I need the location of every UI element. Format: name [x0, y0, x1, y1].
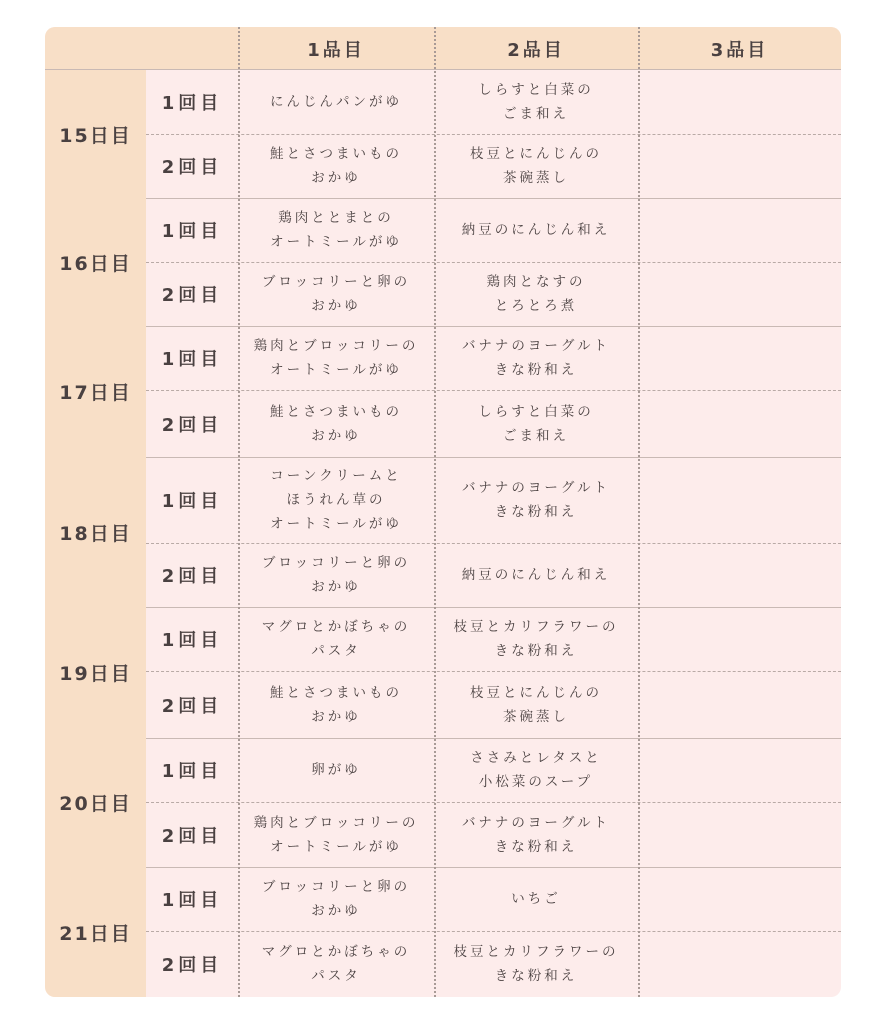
- dish-1: 鮭とさつまいもの おかゆ: [270, 146, 402, 186]
- dish-3: [638, 326, 841, 390]
- meal-number: 1回目: [161, 890, 223, 911]
- meal-number: 1回目: [161, 630, 223, 651]
- dish-1: ブロッコリーと卵の おかゆ: [261, 274, 411, 314]
- dish-1: ブロッコリーと卵の おかゆ: [261, 879, 411, 919]
- day-label: 19日目: [59, 663, 132, 685]
- meal-number: 2回目: [161, 695, 223, 717]
- day-label: 15日目: [59, 124, 132, 147]
- day-label: 16日目: [59, 252, 132, 275]
- header-dish-3: 3品目: [710, 39, 769, 61]
- dish-1: マグロとかぼちゃの パスタ: [261, 944, 411, 984]
- meal-number: 2回目: [161, 285, 223, 306]
- dish-1: にんじんパンがゆ: [270, 94, 402, 110]
- dish-2: 枝豆とカリフラワーの きな粉和え: [453, 619, 619, 659]
- dish-2: 枝豆とにんじんの 茶碗蒸し: [470, 684, 602, 725]
- dish-2: ささみとレタスと 小松菜のスープ: [470, 750, 602, 790]
- meal-number: 1回目: [161, 491, 223, 512]
- dish-3: [638, 671, 841, 738]
- day-label: 21日目: [59, 922, 132, 945]
- dish-1: コーンクリームと ほうれん草の オートミールがゆ: [270, 468, 402, 532]
- meal-number: 1回目: [161, 349, 223, 370]
- dish-2: しらすと白菜の ごま和え: [478, 403, 594, 444]
- header-dish-1: 1品目: [307, 39, 365, 61]
- dish-3: [638, 198, 841, 262]
- dish-3: [638, 70, 841, 134]
- meal-number: 1回目: [161, 93, 223, 114]
- dish-3: [638, 931, 841, 997]
- dish-3: [638, 543, 841, 607]
- dish-1: 卵がゆ: [311, 762, 361, 778]
- dish-2: いちご: [511, 891, 561, 907]
- dish-3: [638, 738, 841, 802]
- meal-plan-table: [45, 27, 841, 997]
- dish-2: 納豆のにんじん和え: [461, 222, 611, 238]
- day-label: 17日目: [59, 382, 132, 404]
- dish-1: 鮭とさつまいもの おかゆ: [270, 403, 402, 444]
- meal-number: 2回目: [161, 566, 223, 587]
- meal-number: 2回目: [161, 825, 223, 847]
- dish-2: バナナのヨーグルト きな粉和え: [461, 338, 611, 378]
- dish-2: しらすと白菜の ごま和え: [478, 82, 594, 122]
- meal-number: 1回目: [161, 761, 223, 782]
- dish-2: バナナのヨーグルト きな粉和え: [461, 480, 611, 520]
- dish-1: 鶏肉とブロッコリーの オートミールがゆ: [253, 338, 419, 378]
- column-divider: [434, 27, 436, 997]
- dish-2: 枝豆とにんじんの 茶碗蒸し: [470, 146, 602, 186]
- column-divider: [638, 27, 640, 997]
- dish-3: [638, 134, 841, 198]
- day-label: 18日目: [59, 522, 132, 545]
- meal-number: 2回目: [161, 414, 223, 436]
- dish-3: [638, 262, 841, 326]
- dish-1: 鶏肉とブロッコリーの オートミールがゆ: [253, 814, 419, 855]
- column-divider: [238, 27, 240, 997]
- dish-2: 枝豆とカリフラワーの きな粉和え: [453, 944, 619, 984]
- dish-1: マグロとかぼちゃの パスタ: [261, 619, 411, 659]
- dish-3: [638, 867, 841, 931]
- dish-2: バナナのヨーグルト きな粉和え: [461, 814, 611, 855]
- dish-3: [638, 390, 841, 457]
- day-label: 20日目: [59, 793, 132, 815]
- dish-2: 納豆のにんじん和え: [461, 567, 611, 583]
- dish-3: [638, 802, 841, 867]
- meal-number: 1回目: [161, 221, 223, 242]
- dish-3: [638, 457, 841, 543]
- meal-number: 2回目: [161, 157, 223, 178]
- dish-1: ブロッコリーと卵の おかゆ: [261, 555, 411, 595]
- dish-1: 鮭とさつまいもの おかゆ: [270, 684, 402, 725]
- dish-2: 鶏肉となすの とろとろ煮: [486, 274, 586, 314]
- dish-3: [638, 607, 841, 671]
- header-dish-2: 2品目: [507, 39, 565, 61]
- meal-number: 2回目: [161, 955, 223, 976]
- dish-1: 鶏肉ととまとの オートミールがゆ: [270, 210, 402, 250]
